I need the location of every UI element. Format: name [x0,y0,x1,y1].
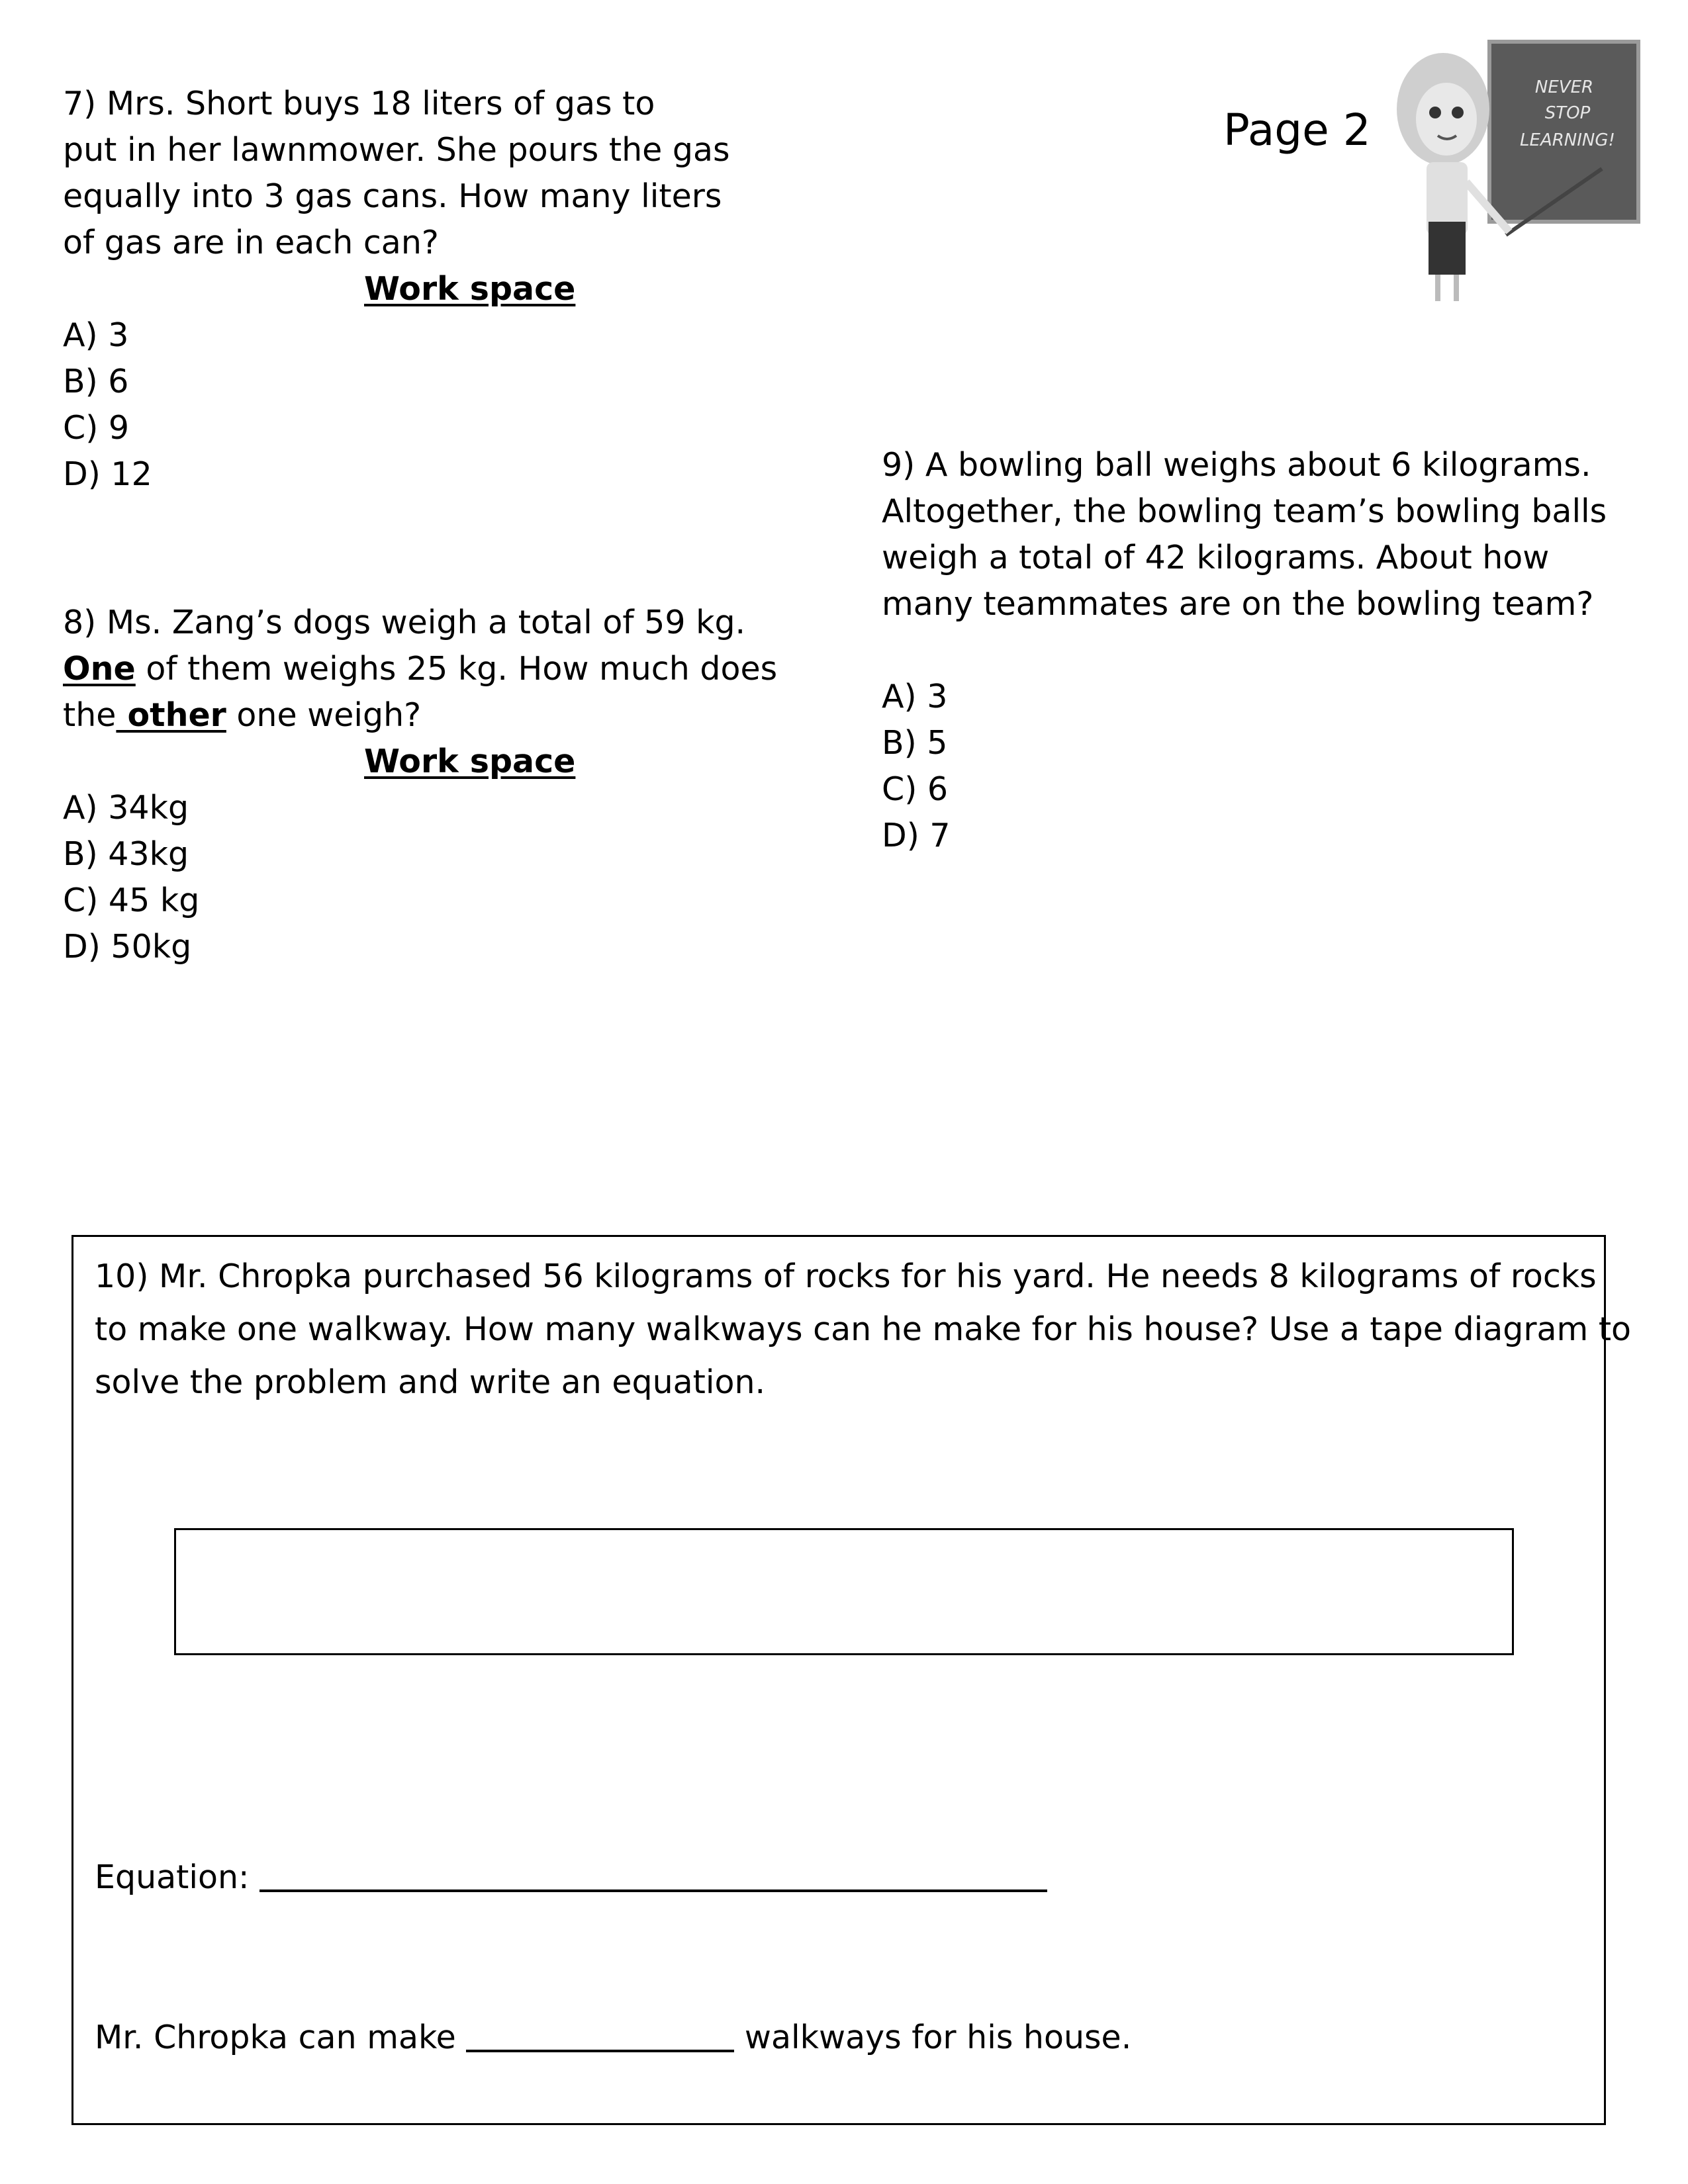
tape-diagram-box[interactable] [174,1528,1514,1655]
q8-option-a[interactable]: A) 34kg [63,789,189,827]
walkways-blank[interactable] [466,2017,734,2052]
q8-line [63,692,777,739]
q9-option-d[interactable]: D) 7 [882,817,951,854]
q8-line3-rest: one weigh? [226,696,422,734]
question-10-box [71,1235,1632,2125]
poster-line-1: NEVER [1534,77,1594,97]
q7-option-c[interactable]: C) 9 [63,409,130,447]
q10-line: 10) Mr. Chropka purchased 56 kilograms of rocks for his yard. He needs 8 kilograms of rocks [95,1257,1597,1295]
teacher-chalkboard-illustration [1390,36,1642,308]
q9-line: Altogether, the bowling team’s bowling balls [882,492,1607,530]
q8-option-d[interactable]: D) 50kg [63,928,192,966]
q7-option-b[interactable]: B) 6 [63,363,129,400]
q8-line: 8) Ms. Zang’s dogs weigh a total of 59 kg. [63,604,746,641]
q7-line: of gas are in each can? [63,224,439,261]
answer-suffix: walkways for his house. [744,2019,1132,2056]
q7-option-d[interactable]: D) 12 [63,455,152,493]
question-9 [882,442,1607,859]
work-space-label: Work space [364,743,576,780]
answer-row [95,2017,1131,2056]
work-space-label: Work space [364,270,576,308]
q9-line: 9) A bowling ball weighs about 6 kilograms. [882,446,1591,484]
question-7 [63,81,730,498]
q8-option-c[interactable]: C) 45 kg [63,882,200,919]
answer-prefix: Mr. Chropka can make [95,2019,456,2056]
q8-line [63,646,777,692]
q8-emph-one: One [63,650,136,688]
q8-line2-rest: of them weighs 25 kg. How much does [135,650,778,688]
page-number: Page 2 [1223,105,1371,156]
q10-line: solve the problem and write an equation. [95,1363,766,1401]
equation-label: Equation: [95,1858,250,1896]
q9-line: weigh a total of 42 kilograms. About how [882,539,1550,576]
q9-option-c[interactable]: C) 6 [882,770,949,808]
q8-option-b[interactable]: B) 43kg [63,835,189,873]
question-8 [63,600,777,970]
q8-emph-other: other [116,696,226,734]
q7-option-a[interactable]: A) 3 [63,316,129,354]
q9-line: many teammates are on the bowling team? [882,585,1594,623]
q7-line: put in her lawnmower. She pours the gas [63,131,730,169]
equation-row [95,1856,1047,1896]
q8-line3-pre: the [63,696,117,734]
q10-line: to make one walkway. How many walkways can he make for his house? Use a tape diagram to [95,1310,1632,1348]
question-10-text [95,1250,1631,1409]
q7-line: equally into 3 gas cans. How many liters [63,177,722,215]
poster-line-2: STOP [1544,103,1591,123]
q7-line: 7) Mrs. Short buys 18 liters of gas to [63,85,655,122]
q9-option-b[interactable]: B) 5 [882,724,948,762]
poster-line-3: LEARNING! [1520,130,1615,150]
q9-option-a[interactable]: A) 3 [882,678,948,715]
equation-blank[interactable] [259,1856,1047,1892]
